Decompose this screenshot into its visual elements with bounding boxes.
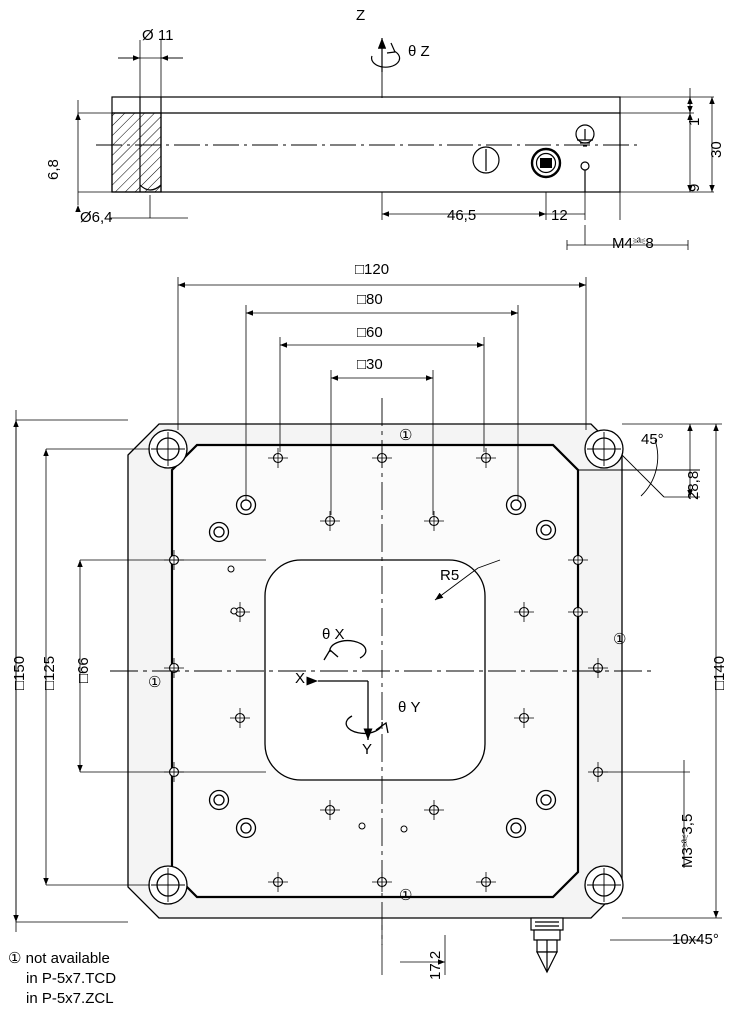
plan-view (110, 398, 700, 972)
callout-1-top: ① (399, 427, 413, 444)
dim-6-8: 6,8 (45, 159, 62, 180)
dim-17-2: 17,2 (427, 950, 444, 980)
callout-1-right: ① (613, 631, 627, 648)
legend-line-3: in P-5x7.ZCL (26, 990, 114, 1007)
dim-12: 12 (551, 207, 568, 224)
dim-30: 30 (708, 141, 725, 158)
callout-1-left: ① (148, 674, 162, 691)
dim-sq150: □150 (11, 655, 28, 690)
dim-28-8: 28,8 (685, 470, 702, 500)
dim-9: 9 (686, 183, 703, 192)
dim-sq140: □140 (711, 655, 728, 690)
angle-45: 45° (641, 431, 664, 448)
dim-1: 1 (686, 117, 703, 126)
dim-sq66: □66 (75, 657, 92, 683)
dim-sq60: □60 (357, 324, 383, 341)
legend-line-2: in P-5x7.TCD (26, 970, 117, 987)
dim-sq125: □125 (41, 655, 58, 690)
callout-1-bottom: ① (399, 887, 413, 904)
dim-sq120: □120 (355, 261, 390, 278)
theta-x-label: θ X (322, 626, 345, 643)
dim-dia11: Ø 11 (142, 27, 174, 44)
axis-y-label: Y (362, 741, 373, 758)
z-axis-symbol (372, 38, 400, 100)
dim-sq80: □80 (357, 291, 383, 308)
theta-y-label: θ Y (398, 699, 421, 716)
chamfer-10x45: 10x45° (672, 931, 719, 948)
legend-line-1: ① not available (8, 950, 110, 967)
radius-r5: R5 (440, 567, 460, 584)
dim-sq30: □30 (357, 356, 383, 373)
axis-x-label: X (295, 670, 306, 687)
theta-z-label: θ Z (408, 43, 430, 60)
axis-z-label: Z (356, 7, 366, 24)
thread-m3: M3⎃3,5 (679, 813, 696, 868)
thread-m4: M4⎃8 (612, 235, 654, 252)
dim-dia64: Ø6,4 (80, 209, 113, 226)
side-view (96, 97, 640, 192)
dim-46-5: 46,5 (447, 207, 477, 224)
